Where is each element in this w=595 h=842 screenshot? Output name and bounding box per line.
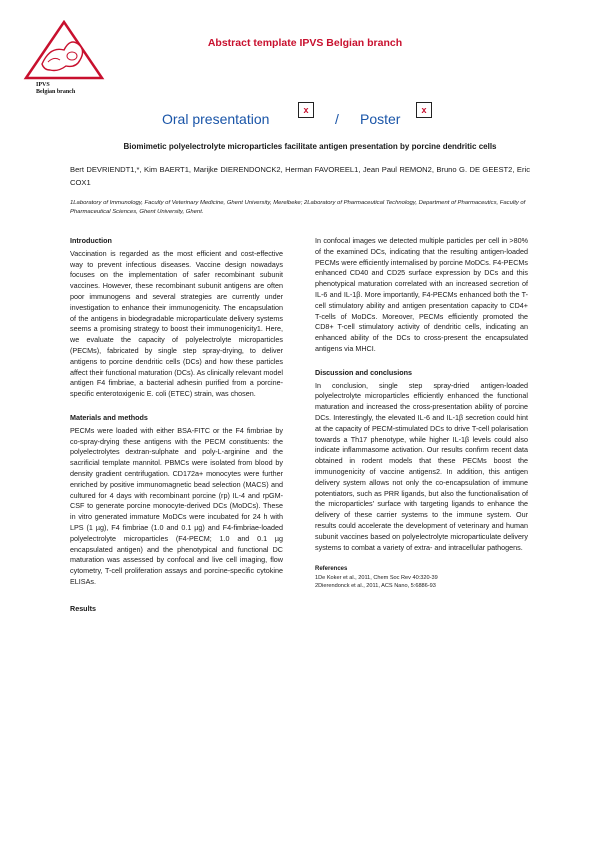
logo-org: IPVS xyxy=(36,82,50,88)
left-column xyxy=(70,236,283,617)
poster-label: Poster xyxy=(360,111,401,127)
results-text: In confocal images we detected multiple particles per cell in >80% of the examined DCs, indicating that the resulting antigen-loaded PECMs were efficiently internalised by porcine MoDCs. F4-PECMs enhanced CD40 and CD25 surface expression by DCs and this phenotypical maturation correlated with an increased secretion of IL-6 and IL-1β. More importantly, F4-PECMs enhanced both the T-cell stimulatory ability and antigen presentation capacity to CD4+ T-cells of MoDCs. Moreover, PECMs efficiently promoted the CD8+ T-cell stimulatory activity of dendritic cells, indicating an enhanced ability of the DCs to cross-present the encapsulated antigens via MHCI. xyxy=(315,236,528,353)
affiliations: 1Laboratory of Immunology, Faculty of Veterinary Medicine, Ghent University, Merelbeke; 2Laboratory of Pharmaceutical Technology, Department of Pharmaceutics, Faculty of Pharmaceutical Sciences, Ghent University, Ghent. xyxy=(70,200,526,215)
separator-slash: / xyxy=(335,111,339,127)
logo-branch: Belgian branch xyxy=(36,89,76,95)
oral-presentation-label: Oral presentation xyxy=(162,111,270,127)
reference-1: 1De Koker et al., 2011, Chem Soc Rev 40:320-39 xyxy=(315,574,438,581)
oral-presentation-mark: x xyxy=(303,105,309,115)
right-column xyxy=(315,236,528,590)
presentation-type-row xyxy=(150,100,450,134)
ipvs-logo xyxy=(20,20,106,106)
methods-heading: Materials and methods xyxy=(70,412,148,422)
paper-title: Biomimetic polyelectrolyte microparticles facilitate antigen presentation by porcine dendritic cells xyxy=(123,142,497,151)
methods-text: PECMs were loaded with either BSA-FITC or the F4 fimbriae by co-spray-drying these antigens with the PECM constituents: the polyelectrolytes dextran-sulphate and poly-L-arginine and the sacrificial template mannitol. PBMCs were isolated from blood by density gradient centrifugation. CD172a+ monocytes were further enriched by positive immunomagnetic bead selection (MACS) and cultured for 4 days with recombinant porcine (rp) IL-4 and rpGM-CSF to generate porcine monocyte-derived DCs (MoDCs). These in vitro generated immature MoDCs were incubated for 24 h with LPS (1 µg), F4 fimbriae (1.0 and 0.1 µg) and F4-fimbriae-loaded polyelectrolyte microparticles (F4-PECM; 1.0 and 0.1 µg encapsulated antigen) and the phenotypical and functional DC maturation was assessed by confocal and live cell imaging, flow cytometry, T-cell proliferation assays and porcine-specific cytokine ELISAs. xyxy=(70,425,283,586)
reference-2: 2Dierendonck et al., 2011, ACS Nano, 5:6886-93 xyxy=(315,582,436,589)
discussion-text: In conclusion, single step spray-dried antigen-loaded polyelectrolyte microparticles efficiently enhanced the functional maturation and increased the cross-presentation ability of porcine DCs. Interestingly, the elevated IL-6 and IL-1β secretion could hint at the capacity of PECM-stimulated DCs to drive T-cell polarisation towards a Th17 phenotype, while higher IL-1β levels could also indicate inflammasome activation. Our results confirm recent data obtained in rodent models that these PECMs boost the immunogenicity of vaccine antigens2. In addition, this antigen delivery system allows not only the co-encapsulation of immune potentiators, such as PRR ligands, but also the functionalisation of the microparticles' surface with targeting ligands to enhance the delivery of these carrier systems to the immune system. Our results could accelerate the development of veterinary and human subunit vaccines based on polyelectrolyte microparticulate delivery systems to combat a variety of extra- and intracellular pathogens. xyxy=(315,380,528,552)
template-title: Abstract template IPVS Belgian branch xyxy=(207,37,403,49)
poster-checkbox[interactable] xyxy=(416,102,432,118)
oral-presentation-checkbox[interactable] xyxy=(298,102,314,118)
results-heading: Results xyxy=(70,603,96,613)
references xyxy=(315,566,528,590)
authors: Bert DEVRIENDT1,*, Kim BAERT1, Marijke DIERENDONCK2, Herman FAVOREEL1, Jean Paul REMON2, Bruno G. DE GEEST2, Eric COX1 xyxy=(70,165,530,187)
references-heading: References xyxy=(315,566,348,573)
logo-text xyxy=(36,82,106,96)
introduction-text: Vaccination is regarded as the most efficient and cost-effective way to prevent infectious diseases. Vaccine design nowadays focuses on the implementation of safer recombinant subunit vaccines. However, these recombinant subunit antigens are often poor immunogens and several strategies are currently under investigation to enhance their immunogenicity. The encapsulation of the antigens in biodegradable microparticulate delivery systems seems a promising strategy to boost their immunogenicity1. Here, we evaluate the capacity of polyelectrolyte microparticles (PECMs), fabricated by single step spray-drying, to deliver antigens to porcine dendritic cells (DCs) and how these particles affect their functional maturation (DCs). As clinically relevant model antigen F4 fimbriae, a bacterial adhesin purified from a porcine-specific enterotoxigenic E. coli (ETEC) strain, was chosen. xyxy=(70,248,283,399)
introduction-heading: Introduction xyxy=(70,236,112,245)
poster-mark: x xyxy=(421,105,427,115)
discussion-heading: Discussion and conclusions xyxy=(315,367,413,377)
